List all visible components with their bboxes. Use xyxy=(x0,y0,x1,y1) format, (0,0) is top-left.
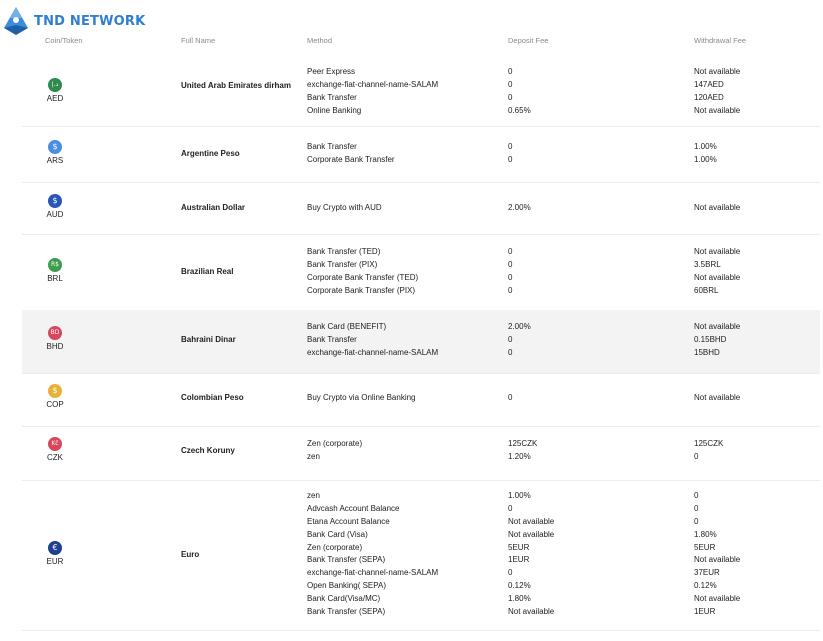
deposit-fee-list xyxy=(508,490,554,619)
col-header-method: Method xyxy=(307,36,333,45)
method-item: Corporate Bank Transfer (TED) xyxy=(307,272,419,282)
deposit-fee: 1.00% xyxy=(508,491,531,500)
coin-full-name: Czech Koruny xyxy=(181,445,235,455)
network-logo-icon xyxy=(2,6,30,36)
withdrawal-fee: Not available xyxy=(694,272,741,282)
deposit-fee: 1EUR xyxy=(508,555,530,565)
withdrawal-fee-list xyxy=(694,392,740,405)
deposit-fee: 0.65% xyxy=(508,105,531,115)
method-item: Online Banking xyxy=(307,105,362,115)
brand-name: TND NETWORK xyxy=(34,13,146,29)
withdrawal-fee: 15BHD xyxy=(694,347,720,357)
withdrawal-fee: 147AED xyxy=(694,79,724,89)
coin-full-name: Euro xyxy=(181,549,200,559)
brand-logo[interactable] xyxy=(2,6,145,36)
method-item: Buy Crypto via Online Banking xyxy=(307,393,416,402)
col-header-coin: Coin/Token xyxy=(45,36,83,45)
method-item: Etana Account Balance xyxy=(307,516,390,526)
method-item: Bank Card(Visa/MC) xyxy=(307,594,381,604)
deposit-fee: 0 xyxy=(508,272,513,282)
withdrawal-fee: 120AED xyxy=(694,92,724,102)
deposit-fee: 0 xyxy=(508,154,513,164)
coin-code: BRL xyxy=(47,273,63,283)
table-row[interactable] xyxy=(22,182,820,235)
table-row[interactable] xyxy=(22,426,820,481)
withdrawal-fee: 0.12% xyxy=(694,581,717,591)
cop-coin-icon: $ xyxy=(48,384,62,398)
coin-full-name: Colombian Peso xyxy=(181,393,244,403)
withdrawal-fee-list xyxy=(694,438,723,464)
table-row[interactable] xyxy=(22,126,820,183)
method-item: Bank Transfer xyxy=(307,334,357,344)
coin-code: COP xyxy=(46,400,64,410)
withdrawal-fee: Not available xyxy=(694,247,741,256)
deposit-fee: 0 xyxy=(508,259,513,269)
deposit-fee: 0 xyxy=(508,92,513,102)
coin-cell xyxy=(45,194,65,219)
ars-coin-icon: $ xyxy=(48,140,62,154)
deposit-fee: 0 xyxy=(508,142,513,151)
col-header-withdrawal: Withdrawal Fee xyxy=(694,36,747,45)
deposit-fee: 0.12% xyxy=(508,581,531,591)
withdrawal-fee-list xyxy=(694,66,740,118)
withdrawal-fee: 1.00% xyxy=(694,154,717,164)
coin-full-name: Australian Dollar xyxy=(181,203,246,213)
method-item: Bank Card (Visa) xyxy=(307,529,368,539)
withdrawal-fee: Not available xyxy=(694,594,741,604)
deposit-fee: 0 xyxy=(508,247,513,256)
method-item: Advcash Account Balance xyxy=(307,503,400,513)
withdrawal-fee: Not available xyxy=(694,555,741,565)
method-item: Corporate Bank Transfer (PIX) xyxy=(307,285,416,295)
withdrawal-fee: 1.00% xyxy=(694,142,717,151)
deposit-fee: 0 xyxy=(508,568,513,578)
coin-cell xyxy=(45,258,65,283)
coin-code: BHD xyxy=(46,342,64,352)
withdrawal-fee: 5EUR xyxy=(694,542,716,552)
eur-coin-icon: € xyxy=(48,541,62,555)
method-item: Open Banking( SEPA) xyxy=(307,581,387,591)
brl-coin-icon: R$ xyxy=(48,258,62,272)
deposit-fee: 5EUR xyxy=(508,542,530,552)
coin-cell xyxy=(45,326,65,351)
withdrawal-fee: Not available xyxy=(694,322,741,331)
deposit-fee-list xyxy=(508,392,512,405)
coin-cell xyxy=(45,78,65,103)
method-item-list xyxy=(307,246,418,298)
withdrawal-fee: Not available xyxy=(694,203,741,212)
coin-code: EUR xyxy=(46,556,64,566)
withdrawal-fee: 0 xyxy=(694,516,699,526)
withdrawal-fee-list xyxy=(694,202,740,215)
coin-full-name: United Arab Emirates dirham xyxy=(181,80,291,90)
deposit-fee-list xyxy=(508,321,531,360)
deposit-fee-list xyxy=(508,66,531,118)
deposit-fee: 1.20% xyxy=(508,451,531,461)
deposit-fee: 125CZK xyxy=(508,439,538,448)
withdrawal-fee: Not available xyxy=(694,393,741,402)
withdrawal-fee-list xyxy=(694,246,740,298)
coin-full-name: Argentine Peso xyxy=(181,148,240,158)
deposit-fee: 0 xyxy=(508,503,513,513)
method-item: Bank Transfer xyxy=(307,92,357,102)
withdrawal-fee: 1EUR xyxy=(694,607,716,617)
coin-code: AUD xyxy=(46,210,64,220)
method-item: zen xyxy=(307,451,320,461)
method-item: zen xyxy=(307,491,320,500)
method-item: Bank Transfer (SEPA) xyxy=(307,555,386,565)
deposit-fee: 0 xyxy=(508,79,513,89)
method-item: Bank Transfer (TED) xyxy=(307,247,381,256)
withdrawal-fee: 60BRL xyxy=(694,285,719,295)
table-row[interactable] xyxy=(22,310,820,374)
withdrawal-fee-list xyxy=(694,321,740,360)
coin-code: AED xyxy=(46,93,64,103)
method-item-list xyxy=(307,66,438,118)
coin-full-name: Brazilian Real xyxy=(181,266,234,276)
method-item-list xyxy=(307,490,438,619)
withdrawal-fee-list xyxy=(694,141,717,167)
withdrawal-fee: Not available xyxy=(694,67,741,76)
withdrawal-fee: 125CZK xyxy=(694,439,724,448)
deposit-fee: Not available xyxy=(508,607,555,617)
method-item: Bank Transfer (SEPA) xyxy=(307,607,386,617)
method-item: Corporate Bank Transfer xyxy=(307,154,395,164)
withdrawal-fee: 0 xyxy=(694,503,699,513)
withdrawal-fee: 1.80% xyxy=(694,529,717,539)
deposit-fee: 0 xyxy=(508,347,513,357)
coin-full-name: Bahraini Dinar xyxy=(181,335,236,345)
method-item: exchange-fiat-channel-name-SALAM xyxy=(307,79,439,89)
deposit-fee: 1.80% xyxy=(508,594,531,604)
method-item: exchange-fiat-channel-name-SALAM xyxy=(307,347,439,357)
method-item: Bank Card (BENEFIT) xyxy=(307,322,387,331)
withdrawal-fee: Not available xyxy=(694,105,741,115)
table-row[interactable] xyxy=(22,58,820,127)
method-item-list xyxy=(307,392,416,405)
withdrawal-fee: 37EUR xyxy=(694,568,720,578)
method-item: exchange-fiat-channel-name-SALAM xyxy=(307,568,439,578)
deposit-fee: 0 xyxy=(508,285,513,295)
deposit-fee: 2.00% xyxy=(508,203,531,212)
deposit-fee-list xyxy=(508,438,537,464)
method-item-list xyxy=(307,141,395,167)
coin-cell xyxy=(45,384,65,409)
method-item: Buy Crypto with AUD xyxy=(307,203,382,212)
method-item: Bank Transfer xyxy=(307,142,357,151)
method-item-list xyxy=(307,438,362,464)
method-item: Peer Express xyxy=(307,67,356,76)
coin-code: CZK xyxy=(47,452,63,462)
withdrawal-fee: 0.15BHD xyxy=(694,334,727,344)
table-header xyxy=(0,34,823,50)
deposit-fee-list xyxy=(508,246,512,298)
deposit-fee-list xyxy=(508,202,531,215)
aed-coin-icon: د.إ xyxy=(48,78,62,92)
deposit-fee: 0 xyxy=(508,393,513,402)
method-item: Zen (corporate) xyxy=(307,439,363,448)
col-header-deposit: Deposit Fee xyxy=(508,36,549,45)
deposit-fee: 2.00% xyxy=(508,322,531,331)
table-row[interactable] xyxy=(22,373,820,427)
coin-cell xyxy=(45,541,65,566)
coin-cell xyxy=(45,437,65,462)
coin-code: ARS xyxy=(46,155,64,165)
czk-coin-icon: Kč xyxy=(48,437,62,451)
method-item-list xyxy=(307,321,438,360)
withdrawal-fee: 0 xyxy=(694,451,699,461)
table-row[interactable] xyxy=(22,234,820,311)
deposit-fee-list xyxy=(508,141,512,167)
withdrawal-fee: 3.5BRL xyxy=(694,259,721,269)
table-row[interactable] xyxy=(22,480,820,631)
bhd-coin-icon: BD xyxy=(48,326,62,340)
withdrawal-fee-list xyxy=(694,490,740,619)
col-header-fullname: Full Name xyxy=(181,36,216,45)
deposit-fee: 0 xyxy=(508,334,513,344)
method-item-list xyxy=(307,202,382,215)
method-item: Bank Transfer (PIX) xyxy=(307,259,378,269)
deposit-fee: 0 xyxy=(508,67,513,76)
withdrawal-fee: 0 xyxy=(694,491,699,500)
aud-coin-icon: $ xyxy=(48,194,62,208)
deposit-fee: Not available xyxy=(508,516,555,526)
method-item: Zen (corporate) xyxy=(307,542,363,552)
coin-cell xyxy=(45,140,65,165)
deposit-fee: Not available xyxy=(508,529,555,539)
